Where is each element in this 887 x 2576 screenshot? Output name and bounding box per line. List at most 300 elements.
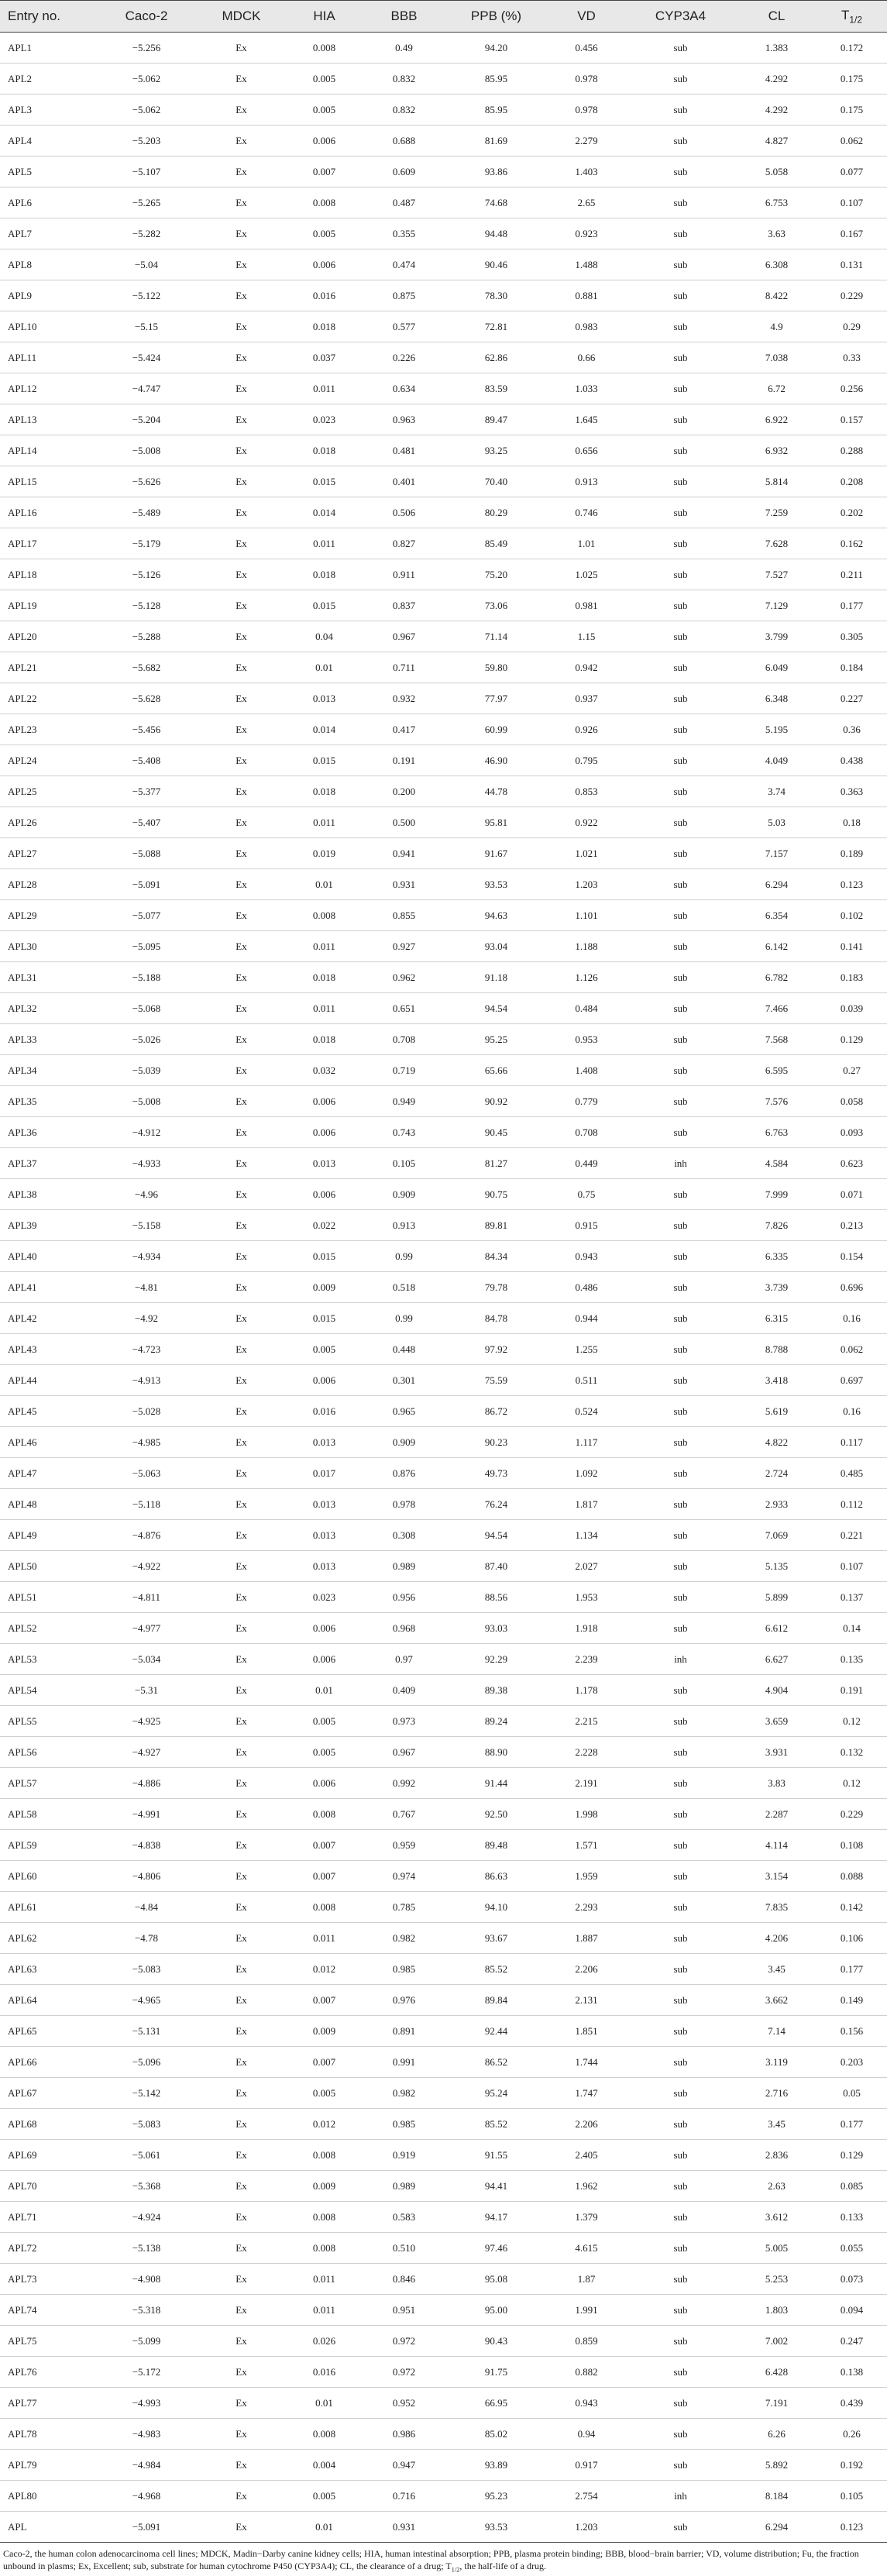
cell-mdck: Ex	[198, 807, 284, 838]
cell-cl: 6.428	[737, 2357, 817, 2388]
cell-entry-no: APL41	[0, 1272, 95, 1303]
cell-vd: 1.092	[548, 1458, 624, 1489]
cell-entry-no: APL51	[0, 1582, 95, 1613]
cell-ppb: 70.40	[444, 466, 548, 497]
cell-vd: 1.126	[548, 962, 624, 993]
cell-cyp3a4: sub	[624, 2016, 737, 2047]
cell-hia: 0.007	[284, 1861, 364, 1892]
cell-ppb: 44.78	[444, 776, 548, 807]
table-row	[0, 962, 887, 993]
cell-bbb: 0.985	[364, 1954, 444, 1985]
cell-cyp3a4: sub	[624, 1737, 737, 1768]
cell-t-half: 0.088	[817, 1861, 887, 1892]
cell-bbb: 0.711	[364, 652, 444, 683]
cell-mdck: Ex	[198, 1613, 284, 1644]
cell-cl: 7.14	[737, 2016, 817, 2047]
cell-t-half: 0.189	[817, 838, 887, 869]
cell-vd: 1.953	[548, 1582, 624, 1613]
cell-bbb: 0.577	[364, 311, 444, 342]
cell-cyp3a4: sub	[624, 714, 737, 745]
cell-t-half: 0.623	[817, 1148, 887, 1179]
cell-bbb: 0.308	[364, 1520, 444, 1551]
cell-cyp3a4: sub	[624, 1117, 737, 1148]
table-row	[0, 2419, 887, 2450]
table-row	[0, 1489, 887, 1520]
cell-bbb: 0.931	[364, 869, 444, 900]
cell-hia: 0.005	[284, 64, 364, 95]
cell-mdck: Ex	[198, 1830, 284, 1861]
cell-caco2: −4.968	[95, 2481, 198, 2512]
cell-entry-no: APL37	[0, 1148, 95, 1179]
cell-entry-no: APL46	[0, 1427, 95, 1458]
cell-bbb: 0.716	[364, 2481, 444, 2512]
cell-caco2: −5.091	[95, 2512, 198, 2543]
cell-hia: 0.014	[284, 497, 364, 528]
cell-cl: 5.135	[737, 1551, 817, 1582]
cell-ppb: 65.66	[444, 1055, 548, 1086]
table-row	[0, 559, 887, 590]
cell-entry-no: APL63	[0, 1954, 95, 1985]
cell-ppb: 93.25	[444, 435, 548, 466]
cell-bbb: 0.911	[364, 559, 444, 590]
table-row	[0, 1613, 887, 1644]
cell-cl: 2.933	[737, 1489, 817, 1520]
cell-mdck: Ex	[198, 1117, 284, 1148]
cell-entry-no: APL33	[0, 1024, 95, 1055]
table-row	[0, 652, 887, 683]
cell-cl: 6.595	[737, 1055, 817, 1086]
cell-cyp3a4: sub	[624, 807, 737, 838]
table-row	[0, 1706, 887, 1737]
cell-cl: 7.568	[737, 1024, 817, 1055]
cell-bbb: 0.417	[364, 714, 444, 745]
cell-hia: 0.01	[284, 2512, 364, 2543]
cell-cl: 7.157	[737, 838, 817, 869]
cell-hia: 0.022	[284, 1210, 364, 1241]
cell-ppb: 59.80	[444, 652, 548, 683]
cell-bbb: 0.99	[364, 1241, 444, 1272]
table-row	[0, 497, 887, 528]
cell-t-half: 0.129	[817, 1024, 887, 1055]
table-row	[0, 1644, 887, 1675]
cell-cl: 3.83	[737, 1768, 817, 1799]
cell-entry-no: APL65	[0, 2016, 95, 2047]
cell-hia: 0.026	[284, 2326, 364, 2357]
table-row	[0, 838, 887, 869]
cell-cl: 7.835	[737, 1892, 817, 1923]
header-t-half-base: T	[841, 7, 850, 22]
cell-mdck: Ex	[198, 2078, 284, 2109]
cell-ppb: 94.20	[444, 33, 548, 64]
cell-entry-no: APL12	[0, 373, 95, 404]
cell-entry-no: APL29	[0, 900, 95, 931]
cell-caco2: −4.983	[95, 2419, 198, 2450]
cell-cl: 7.999	[737, 1179, 817, 1210]
table-row	[0, 64, 887, 95]
cell-hia: 0.011	[284, 931, 364, 962]
cell-cl: 3.63	[737, 218, 817, 249]
table-row	[0, 2233, 887, 2264]
cell-cyp3a4: sub	[624, 838, 737, 869]
cell-cyp3a4: sub	[624, 249, 737, 280]
table-row	[0, 1241, 887, 1272]
cell-caco2: −5.118	[95, 1489, 198, 1520]
cell-t-half: 0.131	[817, 249, 887, 280]
cell-mdck: Ex	[198, 342, 284, 373]
cell-entry-no: APL38	[0, 1179, 95, 1210]
cell-mdck: Ex	[198, 1272, 284, 1303]
table-row	[0, 1458, 887, 1489]
cell-ppb: 94.63	[444, 900, 548, 931]
cell-cl: 4.9	[737, 311, 817, 342]
cell-entry-no: APL2	[0, 64, 95, 95]
header-ppb: PPB (%)	[444, 1, 548, 33]
cell-cyp3a4: sub	[624, 683, 737, 714]
cell-mdck: Ex	[198, 2357, 284, 2388]
cell-vd: 1.991	[548, 2295, 624, 2326]
cell-t-half: 0.107	[817, 1551, 887, 1582]
cell-hia: 0.016	[284, 1396, 364, 1427]
header-t-half-subscript: 1/2	[849, 14, 862, 26]
cell-entry-no: APL68	[0, 2109, 95, 2140]
cell-caco2: −5.682	[95, 652, 198, 683]
cell-hia: 0.018	[284, 962, 364, 993]
cell-cl: 7.259	[737, 497, 817, 528]
table-row	[0, 683, 887, 714]
cell-mdck: Ex	[198, 280, 284, 311]
cell-cl: 6.348	[737, 683, 817, 714]
cell-entry-no: APL7	[0, 218, 95, 249]
cell-vd: 0.978	[548, 64, 624, 95]
table-row	[0, 280, 887, 311]
table-row	[0, 435, 887, 466]
cell-cl: 5.892	[737, 2450, 817, 2481]
cell-bbb: 0.487	[364, 187, 444, 218]
cell-cyp3a4: sub	[624, 1458, 737, 1489]
cell-vd: 4.615	[548, 2233, 624, 2264]
cell-cyp3a4: sub	[624, 342, 737, 373]
cell-entry-no: APL3	[0, 95, 95, 126]
cell-caco2: −5.088	[95, 838, 198, 869]
cell-hia: 0.007	[284, 2047, 364, 2078]
cell-bbb: 0.989	[364, 1551, 444, 1582]
cell-cyp3a4: sub	[624, 2202, 737, 2233]
cell-bbb: 0.708	[364, 1024, 444, 1055]
cell-ppb: 94.17	[444, 2202, 548, 2233]
cell-entry-no: APL43	[0, 1334, 95, 1365]
cell-hia: 0.013	[284, 683, 364, 714]
cell-cyp3a4: sub	[624, 1303, 737, 1334]
cell-vd: 1.887	[548, 1923, 624, 1954]
cell-ppb: 91.18	[444, 962, 548, 993]
cell-bbb: 0.97	[364, 1644, 444, 1675]
cell-entry-no: APL1	[0, 33, 95, 64]
cell-t-half: 0.129	[817, 2140, 887, 2171]
table-row	[0, 1985, 887, 2016]
cell-entry-no: APL31	[0, 962, 95, 993]
cell-mdck: Ex	[198, 2481, 284, 2512]
table-row	[0, 187, 887, 218]
table-row	[0, 1055, 887, 1086]
cell-mdck: Ex	[198, 590, 284, 621]
cell-vd: 1.959	[548, 1861, 624, 1892]
cell-caco2: −5.107	[95, 156, 198, 187]
cell-cl: 3.119	[737, 2047, 817, 2078]
cell-hia: 0.019	[284, 838, 364, 869]
cell-entry-no: APL16	[0, 497, 95, 528]
cell-bbb: 0.927	[364, 931, 444, 962]
cell-hia: 0.023	[284, 1582, 364, 1613]
cell-t-half: 0.256	[817, 373, 887, 404]
table-row	[0, 1179, 887, 1210]
cell-hia: 0.011	[284, 2264, 364, 2295]
table-row	[0, 1582, 887, 1613]
table-row	[0, 2264, 887, 2295]
cell-hia: 0.008	[284, 1892, 364, 1923]
cell-mdck: Ex	[198, 2016, 284, 2047]
cell-vd: 1.188	[548, 931, 624, 962]
cell-t-half: 0.085	[817, 2171, 887, 2202]
cell-bbb: 0.967	[364, 1737, 444, 1768]
cell-ppb: 86.72	[444, 1396, 548, 1427]
cell-vd: 0.779	[548, 1086, 624, 1117]
cell-entry-no: APL61	[0, 1892, 95, 1923]
cell-vd: 1.918	[548, 1613, 624, 1644]
cell-cl: 5.058	[737, 156, 817, 187]
cell-mdck: Ex	[198, 2047, 284, 2078]
cell-cl: 4.904	[737, 1675, 817, 1706]
cell-hia: 0.012	[284, 2109, 364, 2140]
cell-t-half: 0.071	[817, 1179, 887, 1210]
cell-hia: 0.032	[284, 1055, 364, 1086]
cell-cyp3a4: sub	[624, 2450, 737, 2481]
cell-cyp3a4: sub	[624, 2326, 737, 2357]
cell-caco2: −4.913	[95, 1365, 198, 1396]
cell-ppb: 89.38	[444, 1675, 548, 1706]
cell-cyp3a4: sub	[624, 1272, 737, 1303]
cell-bbb: 0.500	[364, 807, 444, 838]
cell-caco2: −5.204	[95, 404, 198, 435]
cell-caco2: −5.282	[95, 218, 198, 249]
cell-hia: 0.013	[284, 1148, 364, 1179]
cell-hia: 0.009	[284, 1272, 364, 1303]
cell-hia: 0.005	[284, 1706, 364, 1737]
cell-t-half: 0.141	[817, 931, 887, 962]
header-cl: CL	[737, 1, 817, 33]
cell-cl: 3.45	[737, 2109, 817, 2140]
cell-vd: 2.027	[548, 1551, 624, 1582]
cell-hia: 0.005	[284, 1737, 364, 1768]
cell-hia: 0.006	[284, 1086, 364, 1117]
cell-caco2: −4.922	[95, 1551, 198, 1582]
cell-mdck: Ex	[198, 1489, 284, 1520]
cell-t-half: 0.154	[817, 1241, 887, 1272]
cell-caco2: −5.077	[95, 900, 198, 931]
cell-entry-no: APL78	[0, 2419, 95, 2450]
cell-vd: 0.943	[548, 1241, 624, 1272]
cell-t-half: 0.288	[817, 435, 887, 466]
cell-ppb: 93.53	[444, 2512, 548, 2543]
cell-vd: 1.998	[548, 1799, 624, 1830]
cell-entry-no: APL42	[0, 1303, 95, 1334]
cell-ppb: 92.29	[444, 1644, 548, 1675]
cell-cyp3a4: sub	[624, 95, 737, 126]
cell-ppb: 90.46	[444, 249, 548, 280]
cell-cyp3a4: sub	[624, 2357, 737, 2388]
cell-vd: 0.937	[548, 683, 624, 714]
cell-cyp3a4: sub	[624, 2264, 737, 2295]
cell-t-half: 0.133	[817, 2202, 887, 2233]
cell-cyp3a4: sub	[624, 2078, 737, 2109]
cell-cyp3a4: sub	[624, 1551, 737, 1582]
cell-t-half: 0.229	[817, 280, 887, 311]
cell-entry-no: APL58	[0, 1799, 95, 1830]
cell-ppb: 95.25	[444, 1024, 548, 1055]
cell-vd: 2.191	[548, 1768, 624, 1799]
table-row	[0, 1737, 887, 1768]
cell-cl: 6.142	[737, 931, 817, 962]
cell-cyp3a4: sub	[624, 373, 737, 404]
cell-entry-no: APL47	[0, 1458, 95, 1489]
cell-cl: 6.763	[737, 1117, 817, 1148]
cell-hia: 0.016	[284, 2357, 364, 2388]
cell-ppb: 90.92	[444, 1086, 548, 1117]
cell-t-half: 0.094	[817, 2295, 887, 2326]
cell-cl: 6.294	[737, 869, 817, 900]
cell-cyp3a4: sub	[624, 1675, 737, 1706]
cell-ppb: 62.86	[444, 342, 548, 373]
cell-mdck: Ex	[198, 559, 284, 590]
cell-hia: 0.007	[284, 1985, 364, 2016]
cell-caco2: −5.034	[95, 1644, 198, 1675]
cell-t-half: 0.213	[817, 1210, 887, 1241]
cell-caco2: −5.142	[95, 2078, 198, 2109]
cell-t-half: 0.29	[817, 311, 887, 342]
cell-ppb: 86.63	[444, 1861, 548, 1892]
cell-t-half: 0.156	[817, 2016, 887, 2047]
cell-cl: 3.154	[737, 1861, 817, 1892]
cell-vd: 1.117	[548, 1427, 624, 1458]
cell-ppb: 89.48	[444, 1830, 548, 1861]
cell-hia: 0.013	[284, 1427, 364, 1458]
cell-ppb: 85.52	[444, 2109, 548, 2140]
cell-caco2: −5.188	[95, 962, 198, 993]
cell-ppb: 90.45	[444, 1117, 548, 1148]
cell-cl: 2.63	[737, 2171, 817, 2202]
cell-ppb: 89.84	[444, 1985, 548, 2016]
table-row	[0, 1210, 887, 1241]
cell-cyp3a4: sub	[624, 2419, 737, 2450]
cell-hia: 0.005	[284, 2481, 364, 2512]
table-row	[0, 2171, 887, 2202]
cell-bbb: 0.719	[364, 1055, 444, 1086]
cell-t-half: 0.247	[817, 2326, 887, 2357]
cell-cl: 8.422	[737, 280, 817, 311]
cell-cl: 5.005	[737, 2233, 817, 2264]
cell-t-half: 0.135	[817, 1644, 887, 1675]
cell-t-half: 0.112	[817, 1489, 887, 1520]
cell-cl: 3.659	[737, 1706, 817, 1737]
cell-hia: 0.015	[284, 1303, 364, 1334]
table-row	[0, 1551, 887, 1582]
cell-mdck: Ex	[198, 1179, 284, 1210]
table-row	[0, 807, 887, 838]
cell-ppb: 77.97	[444, 683, 548, 714]
cell-cyp3a4: sub	[624, 2512, 737, 2543]
cell-vd: 1.747	[548, 2078, 624, 2109]
cell-caco2: −5.628	[95, 683, 198, 714]
cell-vd: 0.795	[548, 745, 624, 776]
cell-t-half: 0.055	[817, 2233, 887, 2264]
cell-hia: 0.005	[284, 95, 364, 126]
cell-cyp3a4: sub	[624, 311, 737, 342]
cell-caco2: −4.876	[95, 1520, 198, 1551]
cell-t-half: 0.175	[817, 64, 887, 95]
cell-bbb: 0.767	[364, 1799, 444, 1830]
cell-cyp3a4: sub	[624, 126, 737, 156]
cell-t-half: 0.227	[817, 683, 887, 714]
cell-hia: 0.018	[284, 435, 364, 466]
cell-ppb: 80.29	[444, 497, 548, 528]
cell-caco2: −4.747	[95, 373, 198, 404]
cell-caco2: −4.977	[95, 1613, 198, 1644]
table-row	[0, 900, 887, 931]
cell-ppb: 85.02	[444, 2419, 548, 2450]
cell-ppb: 90.75	[444, 1179, 548, 1210]
cell-mdck: Ex	[198, 466, 284, 497]
table-row	[0, 404, 887, 435]
cell-caco2: −4.934	[95, 1241, 198, 1272]
cell-cyp3a4: sub	[624, 559, 737, 590]
cell-entry-no: APL5	[0, 156, 95, 187]
cell-ppb: 89.81	[444, 1210, 548, 1241]
cell-hia: 0.015	[284, 466, 364, 497]
cell-entry-no: APL32	[0, 993, 95, 1024]
cell-bbb: 0.989	[364, 2171, 444, 2202]
cell-bbb: 0.634	[364, 373, 444, 404]
footnote-text: Caco-2, the human colon adenocarcinoma cell lines; MDCK, Madin−Darby canine kidney cells; HIA, human intestinal absorption; PPB, plasma protein binding; BBB, blood−brain barrier; VD, volume distribution; Fu, the fraction unbound in plasms; Ex, Excellent; sub, substrate for human cytochrome P450 (CYP3A4); CL, the clearance of a drug; T	[3, 2548, 859, 2571]
cell-cyp3a4: sub	[624, 652, 737, 683]
cell-cyp3a4: sub	[624, 1334, 737, 1365]
cell-bbb: 0.99	[364, 1303, 444, 1334]
cell-mdck: Ex	[198, 1241, 284, 1272]
cell-mdck: Ex	[198, 2512, 284, 2543]
cell-mdck: Ex	[198, 1148, 284, 1179]
cell-cl: 3.799	[737, 621, 817, 652]
cell-bbb: 0.919	[364, 2140, 444, 2171]
cell-t-half: 0.058	[817, 1086, 887, 1117]
cell-bbb: 0.932	[364, 683, 444, 714]
cell-ppb: 92.50	[444, 1799, 548, 1830]
cell-mdck: Ex	[198, 1210, 284, 1241]
cell-cyp3a4: sub	[624, 776, 737, 807]
cell-vd: 0.881	[548, 280, 624, 311]
cell-entry-no: APL35	[0, 1086, 95, 1117]
cell-entry-no: APL18	[0, 559, 95, 590]
cell-hia: 0.008	[284, 2419, 364, 2450]
cell-cyp3a4: sub	[624, 1985, 737, 2016]
cell-t-half: 0.184	[817, 652, 887, 683]
table-row	[0, 2295, 887, 2326]
cell-entry-no: APL26	[0, 807, 95, 838]
cell-cyp3a4: sub	[624, 1830, 737, 1861]
cell-vd: 0.922	[548, 807, 624, 838]
cell-ppb: 86.52	[444, 2047, 548, 2078]
cell-entry-no: APL66	[0, 2047, 95, 2078]
cell-entry-no: APL55	[0, 1706, 95, 1737]
cell-t-half: 0.162	[817, 528, 887, 559]
cell-cl: 5.619	[737, 1396, 817, 1427]
